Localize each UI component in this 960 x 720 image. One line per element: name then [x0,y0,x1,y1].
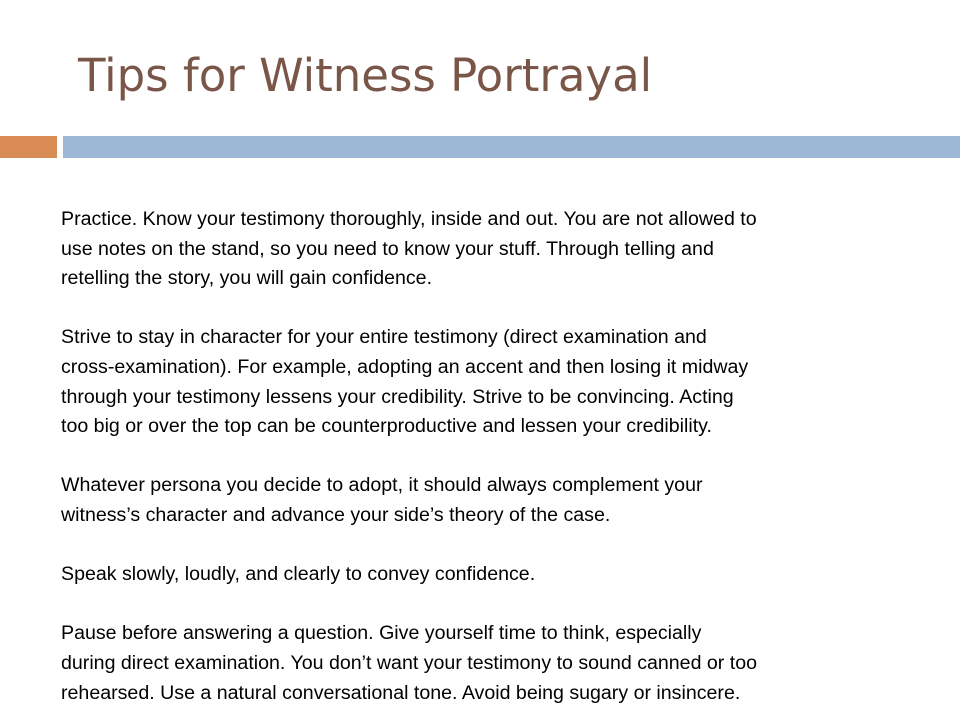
slide-body [61,205,921,708]
paragraph-practice [61,205,921,294]
slide-title: Tips for Witness Portrayal [78,49,653,102]
text-line: cross-examination). For example, adopting an accent and then losing it midway [61,355,749,378]
paragraph-pause [61,619,921,708]
text-line: use notes on the stand, so you need to know your stuff. Through telling and [61,237,714,260]
text-line: during direct examination. You don’t want your testimony to sound canned or too [61,651,758,674]
accent-bar-orange [0,136,57,158]
text-line: too big or over the top can be counterproductive and lessen your credibility. [61,415,712,438]
text-line: Strive to stay in character for your entire testimony (direct examination and [61,326,707,349]
accent-bar-blue [63,136,960,158]
text-line: witness’s character and advance your side’s theory of the case. [61,503,611,526]
text-line: Whatever persona you decide to adopt, it should always complement your [61,474,703,497]
text-line: retelling the story, you will gain confidence. [61,267,433,290]
text-line: Practice. Know your testimony thoroughly, inside and out. You are not allowed to [61,208,757,230]
text-line: Pause before answering a question. Give yourself time to think, especially [61,622,702,645]
text-line: rehearsed. Use a natural conversational tone. Avoid being sugary or insincere. [61,681,741,704]
text-line: Speak slowly, loudly, and clearly to convey confidence. [61,563,536,586]
paragraph-speak [61,560,921,590]
paragraph-stay-in-character [61,323,921,441]
text-line: through your testimony lessens your credibility. Strive to be convincing. Acting [61,385,734,408]
paragraph-persona [61,471,921,530]
